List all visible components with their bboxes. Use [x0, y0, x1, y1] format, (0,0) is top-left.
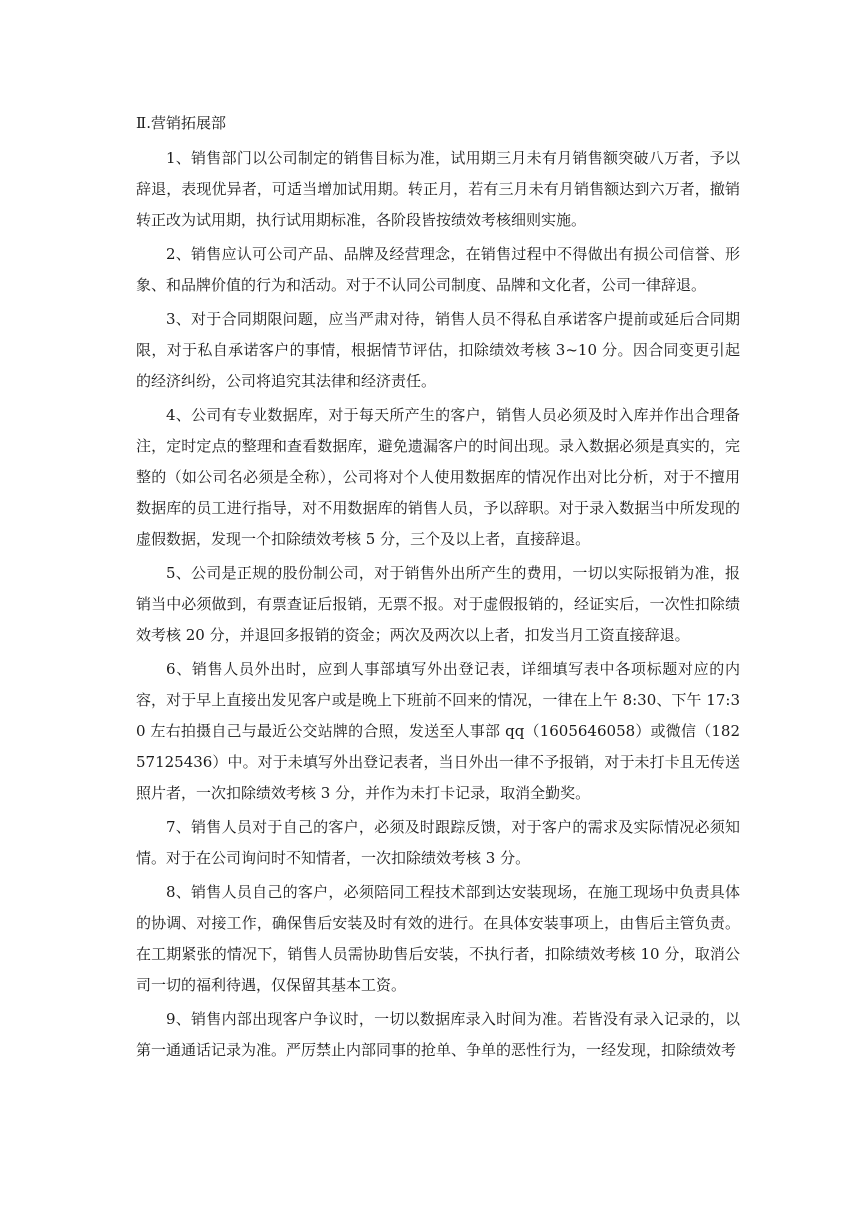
paragraph-2: 2、销售应认可公司产品、品牌及经营理念，在销售过程中不得做出有损公司信誉、形象、和品牌价值的行为和活动。对于不认同公司制度、品牌和文化者，公司一律辞退。 — [136, 245, 740, 294]
paragraph-8: 8、销售人员自己的客户，必须陪同工程技术部到达安装现场，在施工现场中负责具体的协调、对接工作，确保售后安装及时有效的进行。在具体安装事项上，由售后主管负责。在工期紧张的情况下，销售人员需协助售后安装，不执行者，扣除绩效考核 10 分，取消公司一切的福利待遇，仅保留其基本工资。 — [136, 883, 740, 994]
paragraph-4: 4、公司有专业数据库，对于每天所产生的客户，销售人员必须及时入库并作出合理备注，定时定点的整理和查看数据库，避免遗漏客户的时间出现。录入数据必须是真实的，完整的（如公司名必须是全称），公司将对个人使用数据库的情况作出对比分析，对于不擅用数据库的员工进行指导，对不用数据库的销售人员，予以辞职。对于录入数据当中所发现的虚假数据，发现一个扣除绩效考核 5 分，三个及以上者，直接辞退。 — [136, 406, 740, 548]
document-body — [136, 108, 740, 1069]
paragraph-7: 7、销售人员对于自己的客户，必须及时跟踪反馈，对于客户的需求及实际情况必须知情。对于在公司询问时不知情者，一次扣除绩效考核 3 分。 — [136, 818, 740, 867]
paragraph-3: 3、对于合同期限问题，应当严肃对待，销售人员不得私自承诺客户提前或延后合同期限，对于私自承诺客户的事情，根据情节评估，扣除绩效考核 3~10 分。因合同变更引起的经济纠纷，公司将追究其法律和经济责任。 — [136, 310, 740, 390]
paragraph-9: 9、销售内部出现客户争议时，一切以数据库录入时间为准。若皆没有录入记录的，以第一通通话记录为准。严厉禁止内部同事的抢单、争单的恶性行为，一经发现，扣除绩效考 — [136, 1010, 740, 1059]
paragraph-1: 1、销售部门以公司制定的销售目标为准，试用期三月未有月销售额突破八万者，予以辞退，表现优异者，可适当增加试用期。转正月，若有三月未有月销售额达到六万者，撤销转正改为试用期，执行试用期标准，各阶段皆按绩效考核细则实施。 — [136, 149, 740, 229]
paragraph-5: 5、公司是正规的股份制公司，对于销售外出所产生的费用，一切以实际报销为准，报销当中必须做到，有票查证后报销，无票不报。对于虚假报销的，经证实后，一次性扣除绩效考核 20 分，并退回多报销的资金；两次及两次以上者，扣发当月工资直接辞退。 — [136, 564, 740, 644]
paragraph-6: 6、销售人员外出时，应到人事部填写外出登记表，详细填写表中各项标题对应的内容，对于早上直接出发见客户或是晚上下班前不回来的情况，一律在上午 8:30、下午 17:30 左右拍摄自己与最近公交站牌的合照，发送至人事部 qq（1605646058）或微信（18257125436）中。对于未填写外出登记表者，当日外出一律不予报销，对于未打卡且无传送照片者，一次扣除绩效考核 3 分，并作为未打卡记录，取消全勤奖。 — [136, 660, 740, 802]
section-title: Ⅱ.营销拓展部 — [136, 114, 226, 132]
